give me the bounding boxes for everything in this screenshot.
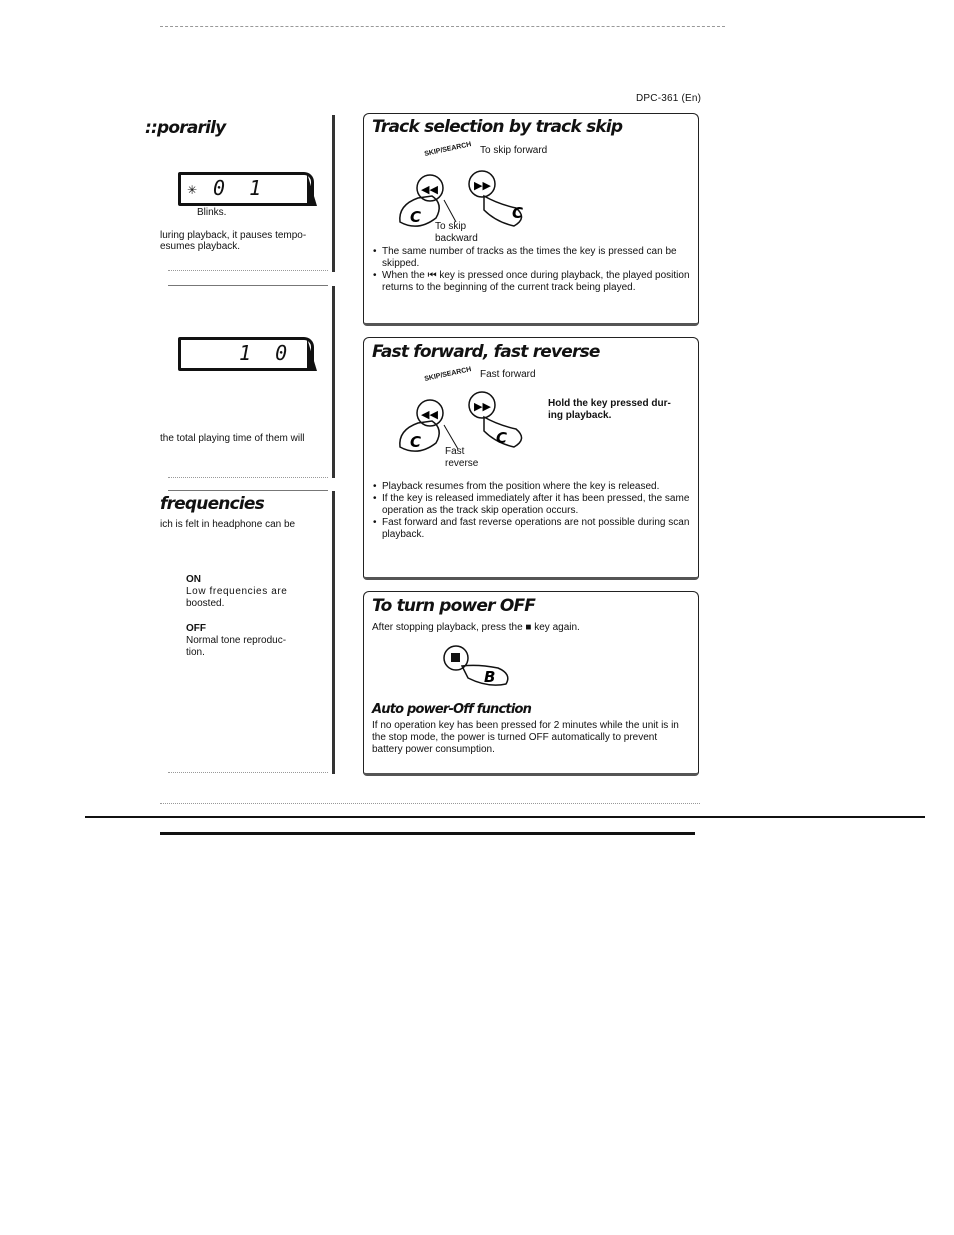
auto-power-off-text: If no operation key has been pressed for 2 minutes while the unit is in the stop mode, the power is turned OFF automatically to prevent battery power consumption. — [372, 720, 679, 755]
top-dashed-rule — [160, 26, 725, 27]
lcd-10-tail — [307, 338, 317, 371]
left-section2-bottom-rule — [168, 477, 328, 478]
left-section3-text: ich is felt in headphone can be — [160, 519, 296, 530]
key-c-right-label: C — [512, 204, 524, 222]
power-off-heading: To turn power OFF — [372, 596, 536, 616]
fast-forward-bullet: • Fast forward and fast reverse operations are not possible during scan playback. — [382, 517, 700, 541]
left-section1-text-1: luring playback, it pauses tempo- — [160, 230, 307, 241]
svg-text:▶▶: ▶▶ — [474, 400, 491, 413]
stop-key-illustration — [438, 640, 518, 690]
hold-note-1: Hold the key pressed dur- — [548, 398, 671, 409]
fast-forward-bullets — [372, 481, 700, 541]
page-reference: DPC-361 (En) — [636, 93, 702, 104]
track-skip-bullet: • When the ⏮ key is pressed once during playback, the played position returns to the beginning of the current track being played. — [382, 270, 700, 294]
lcd-digits-10: 1 0 — [239, 341, 294, 365]
off-description-2: tion. — [186, 647, 205, 658]
fast-forward-label: Fast forward — [480, 369, 536, 380]
bottom-rule-long — [85, 816, 925, 818]
power-off-text: After stopping playback, press the ■ key again. — [372, 622, 580, 633]
key-c-right-label-2: C — [496, 429, 508, 447]
blinks-label: Blinks. — [197, 207, 227, 218]
off-description-1: Normal tone reproduc- — [186, 635, 287, 646]
svg-text:◀◀: ◀◀ — [421, 408, 438, 421]
skip-search-label: SKIP/SEARCH — [423, 141, 473, 158]
lcd-display-01 — [178, 172, 314, 206]
fast-reverse-label-1: Fast — [445, 446, 465, 457]
off-label: OFF — [186, 623, 206, 634]
stop-key-icon — [444, 646, 508, 685]
left-section1-bottom-rule — [168, 270, 328, 271]
lcd-01-tail — [307, 173, 317, 206]
track-skip-bullets — [372, 246, 700, 294]
rewind-key-icon — [400, 400, 443, 451]
left-section3-heading: frequencies — [160, 494, 264, 514]
bottom-dotted-rule — [160, 803, 700, 804]
hold-note-2: ing playback. — [548, 410, 612, 421]
track-skip-heading: Track selection by track skip — [372, 117, 623, 137]
skip-backward-label-2: backward — [435, 233, 478, 244]
skip-search-label-2: SKIP/SEARCH — [423, 366, 473, 383]
key-c-left-label: C — [410, 208, 422, 226]
lcd-display-10 — [178, 337, 314, 371]
fast-forward-bullet: • Playback resumes from the position where the key is released. — [382, 481, 700, 493]
left-section2-frame — [160, 286, 335, 478]
skip-back-key-icon — [400, 175, 443, 226]
fast-forward-heading: Fast forward, fast reverse — [372, 342, 600, 362]
on-label: ON — [186, 574, 201, 585]
left-section3-bottom-rule — [168, 772, 328, 773]
svg-text:◀◀: ◀◀ — [421, 183, 438, 196]
blink-indicator-icon: ✳ — [187, 183, 198, 197]
lcd-digits-01: 0 1 — [213, 176, 268, 200]
key-c-left-label-2: C — [410, 433, 422, 451]
track-skip-bullet: • The same number of tracks as the times the key is pressed can be skipped. — [382, 246, 700, 270]
fast-reverse-label-2: reverse — [445, 458, 479, 469]
on-description-1: Low frequencies are — [186, 586, 288, 597]
left-section2-text: the total playing time of them will — [160, 433, 305, 444]
svg-text:▶▶: ▶▶ — [474, 179, 491, 192]
bottom-rule-thick — [160, 832, 695, 835]
key-b-label: B — [484, 668, 496, 686]
left-section1-text-2: esumes playback. — [160, 241, 241, 252]
auto-power-off-subheading: Auto power-Off function — [372, 702, 532, 717]
left-section1-heading: ::porarily — [145, 118, 226, 138]
skip-backward-label-1: To skip — [435, 221, 467, 232]
fast-forward-bullet: • If the key is released immediately after it has been pressed, the same operation as the track skip operation occurs. — [382, 493, 700, 517]
on-description-2: boosted. — [186, 598, 225, 609]
skip-forward-label: To skip forward — [480, 145, 548, 156]
